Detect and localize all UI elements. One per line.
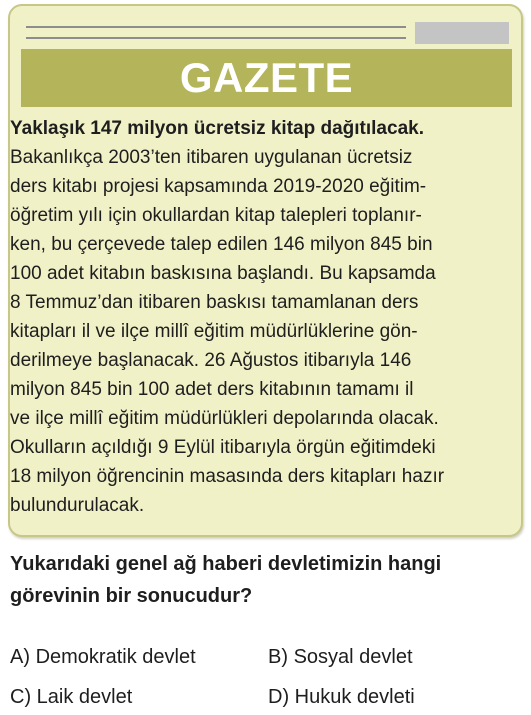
question-line: görevinin bir sonucudur?: [10, 585, 253, 607]
option-b[interactable]: [268, 645, 413, 669]
option-text: Sosyal devlet: [293, 646, 413, 668]
question-stem: [10, 548, 525, 612]
news-body-line: Bakanlıkça 2003’ten itibaren uygulanan ücretsiz: [10, 147, 413, 168]
news-body-line: ders kitabı projesi kapsamında 2019-2020 eğitim-: [10, 176, 427, 197]
newspaper-title: GAZETE: [179, 54, 354, 101]
news-body-line: kitapları il ve ilçe millî eğitim müdürlüklerine gön-: [10, 321, 418, 342]
news-body-line: milyon 845 bin 100 adet ders kitabının tamamı il: [10, 379, 414, 400]
option-letter: D): [268, 686, 290, 708]
news-article: [10, 114, 500, 520]
option-letter: B): [268, 646, 288, 668]
question-line: Yukarıdaki genel ağ haberi devletimizin hangi: [10, 553, 442, 575]
option-text: Laik devlet: [36, 686, 133, 708]
news-body-line: Okulların açıldığı 9 Eylül itibarıyla örgün eğitimdeki: [10, 437, 436, 458]
header-gray-box: [415, 22, 509, 44]
header-rule-top: [26, 26, 406, 28]
option-text: Demokratik devlet: [35, 646, 196, 668]
header-rule-bottom: [26, 37, 406, 39]
news-body-line: bulundurulacak.: [10, 495, 145, 516]
option-letter: C): [10, 686, 32, 708]
news-headline: Yaklaşık 147 milyon ücretsiz kitap dağıtılacak.: [10, 118, 424, 139]
option-letter: A): [10, 646, 30, 668]
news-body-line: derilmeye başlanacak. 26 Ağustos itibarıyla 146: [10, 350, 412, 371]
news-body-line: ken, bu çerçevede talep edilen 146 milyon 845 bin: [10, 234, 433, 255]
option-a[interactable]: [10, 645, 196, 669]
news-body-line: 100 adet kitabın baskısına başlandı. Bu kapsamda: [10, 263, 436, 284]
news-body-line: 8 Temmuz’dan itibaren baskısı tamamlanan ders: [10, 292, 419, 313]
option-c[interactable]: [10, 685, 132, 709]
newspaper-banner: [21, 49, 512, 107]
option-text: Hukuk devleti: [294, 686, 415, 708]
news-body-line: öğretim yılı için okullardan kitap talepleri toplanır-: [10, 205, 422, 226]
news-body-line: ve ilçe millî eğitim müdürlükleri depolarında olacak.: [10, 408, 439, 429]
option-d[interactable]: [268, 685, 415, 709]
news-body-line: 18 milyon öğrencinin masasında ders kitapları hazır: [10, 466, 445, 487]
